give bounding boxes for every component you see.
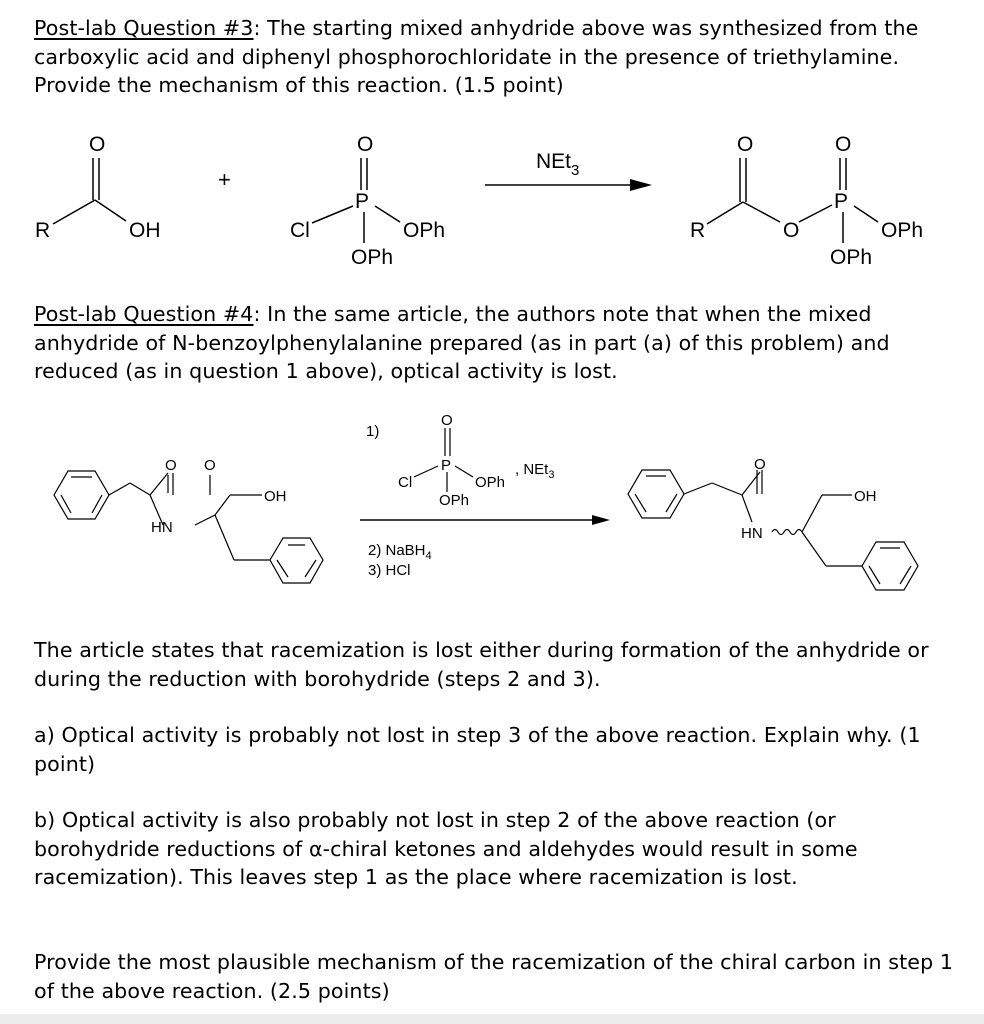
sm-o1: O xyxy=(165,457,177,474)
reagent2-p: P xyxy=(441,457,452,474)
prod-bond-o xyxy=(743,202,780,222)
plus-sign: + xyxy=(218,167,231,192)
product-oph-right: OPh xyxy=(881,219,924,242)
scheme-1-phosphorochloridate xyxy=(290,133,445,269)
acid-carbonyl-o: O xyxy=(89,133,106,156)
product-bridge-o: O xyxy=(783,219,800,242)
step-1-label: 1) xyxy=(366,423,380,440)
reagent2-cl: Cl xyxy=(398,474,413,491)
question-4 xyxy=(34,300,964,386)
reagent-p: P xyxy=(355,190,370,213)
question-3-text: : The starting mixed anhydride above was synthesized from the carboxylic acid and diphenyl phosphorochloridate in the presence of triethylamine. Provide the mechanism of this reaction. (1.5 point) xyxy=(34,16,919,97)
alpha-symbol: α xyxy=(308,836,323,861)
scheme-1-arrow xyxy=(485,150,652,191)
product-oph-bottom: OPh xyxy=(830,246,873,269)
question-3-label: Post-lab Question #3 xyxy=(34,16,254,40)
step-3-label: 3) HCl xyxy=(368,562,411,579)
benzoyl-ring xyxy=(54,471,109,519)
sm-o2: O xyxy=(204,457,216,474)
acid-oh-label: OH xyxy=(129,219,161,242)
part-a: a) Optical activity is probably not lost in step 3 of the above reaction. Explain why. (1 point) xyxy=(34,723,921,776)
reagent2-o: O xyxy=(441,412,453,429)
product-r: R xyxy=(690,219,706,242)
product-carbonyl-o: O xyxy=(737,133,754,156)
acid-r-label: R xyxy=(35,219,51,242)
net3-label: NEt$_3$ xyxy=(536,150,580,179)
final-question: Provide the most plausible mechanism of the racemization of the chiral carbon in step 1 of the above reaction. (2.5 points) xyxy=(34,950,954,1003)
prod-o-p xyxy=(799,205,832,222)
poph-bond xyxy=(375,206,400,222)
reagent-oph-bottom: OPh xyxy=(351,246,394,269)
racemization-paragraph: The article states that racemization is lost either during formation of the anhydride or during the reduction with borohydride (steps 2 and 3). xyxy=(34,638,929,691)
arrow-head xyxy=(630,179,652,191)
arrow2-head xyxy=(592,515,610,525)
scheme-1-acid xyxy=(35,133,161,242)
step-2-label: 2) NaBH$_4$ xyxy=(368,542,432,562)
sm-hn: HN xyxy=(151,519,173,536)
product2-o: O xyxy=(754,456,766,473)
scheme-1-product xyxy=(690,133,923,269)
pcl-bond xyxy=(312,206,353,223)
scheme-2-starting-material xyxy=(54,457,323,583)
product2-oh: OH xyxy=(854,488,877,505)
acid-bond-r xyxy=(53,200,95,224)
acid-bond-oh xyxy=(95,200,126,221)
wavy-bond xyxy=(772,530,802,535)
part-b: b) Optical activity is also probably not lost in step 2 of the above reaction (or borohydride reductions of α-chiral ketones and aldehydes would result in some racemization). This leaves step 1 as the place where racemization is lost. xyxy=(34,808,858,889)
product-p: P xyxy=(834,190,849,213)
question-4-label: Post-lab Question #4 xyxy=(34,302,254,326)
product-benzoyl-ring xyxy=(628,470,684,518)
prod-p-oph xyxy=(854,206,878,222)
prod-bond-r xyxy=(707,202,743,224)
bottom-scroll-strip xyxy=(0,1014,984,1024)
reagent-cl: Cl xyxy=(290,219,310,242)
reagent2-oph-bottom: OPh xyxy=(439,492,470,509)
product-phenyl-ring xyxy=(862,542,918,590)
sm-oh: OH xyxy=(264,488,287,505)
comma-net3: , NEt$_3$ xyxy=(515,461,555,481)
product2-hn: HN xyxy=(741,525,763,542)
scheme-2-reagents xyxy=(360,412,610,579)
reagent-oph-right: OPh xyxy=(403,219,446,242)
reagent2-oph-right: OPh xyxy=(475,474,506,491)
reagent-o: O xyxy=(357,133,374,156)
question-4-text: : In the same article, the authors note that when the mixed anhydride of N-benzoylphenylalanine prepared (as in part (a) of this problem) and reduced (as in question 1 above), optical activity is lost. xyxy=(34,302,890,383)
scheme-2-product xyxy=(628,456,918,590)
product-phosphoryl-o: O xyxy=(835,133,852,156)
